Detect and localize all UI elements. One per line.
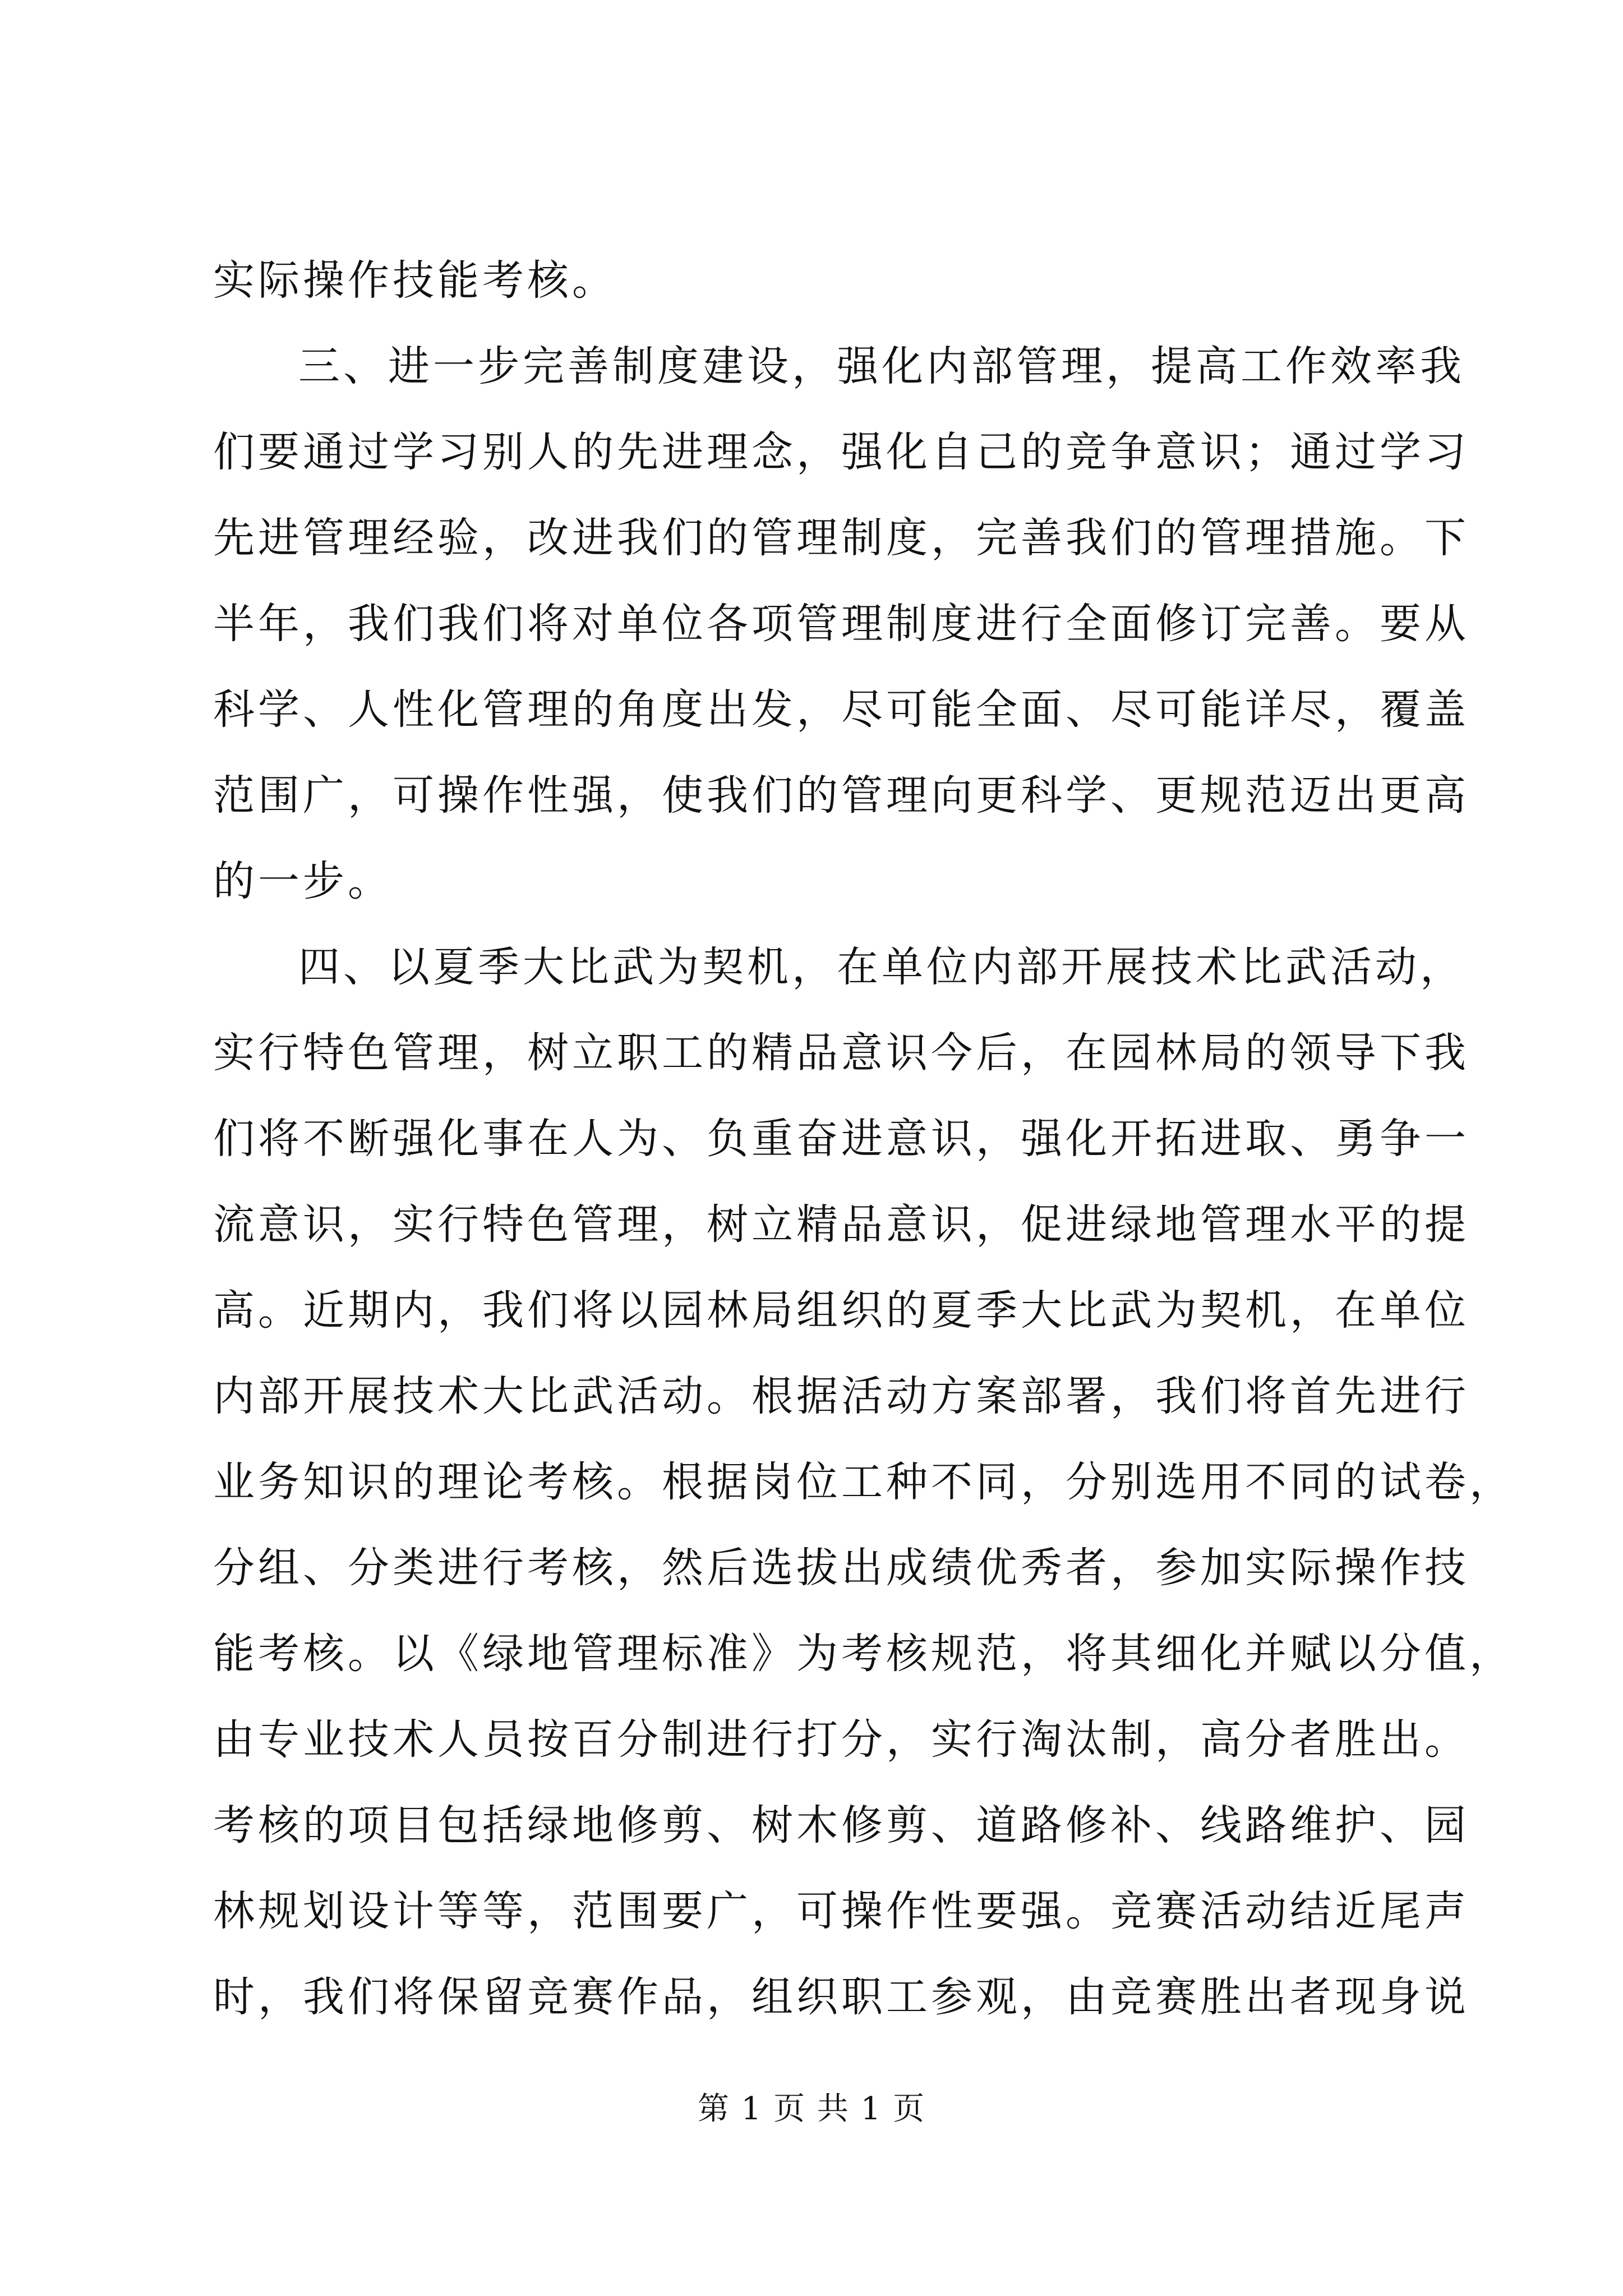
text-line: 高。近期内，我们将以园林局组织的夏季大比武为契机，在单位 [213,1286,1469,1335]
text-line: 由专业技术人员按百分制进行打分，实行淘汰制，高分者胜出。 [213,1715,1469,1764]
text-line: 能考核。以《绿地管理标准》为考核规范，将其细化并赋以分值， [213,1630,1514,1678]
text-line: 分组、分类进行考核，然后选拔出成绩优秀者，参加实际操作技 [213,1544,1469,1592]
text-line: 们将不断强化事在人为、负重奋进意识，强化开拓进取、勇争一 [213,1115,1469,1163]
text-line: 实际操作技能考核。 [213,256,617,305]
text-line: 内部开展技术大比武活动。根据活动方案部署，我们将首先进行 [213,1372,1469,1420]
page-footer: 第 1 页 共 1 页 [697,2091,926,2127]
text-line: 先进管理经验，改进我们的管理制度，完善我们的管理措施。下 [213,514,1469,562]
text-line: 半年，我们我们将对单位各项管理制度进行全面修订完善。要从 [213,600,1469,648]
text-line: 们要通过学习别人的先进理念，强化自己的竞争意识；通过学习 [213,428,1469,476]
text-line: 科学、人性化管理的角度出发，尽可能全面、尽可能详尽，覆盖 [213,685,1469,734]
text-line: 实行特色管理，树立职工的精品意识今后，在园林局的领导下我 [213,1029,1469,1077]
text-line: 时，我们将保留竞赛作品，组织职工参观，由竞赛胜出者现身说 [213,1973,1469,2021]
text-line: 的一步。 [213,857,393,905]
paragraph-heading-four: 四、以夏季大比武为契机，在单位内部开展技术比武活动， [298,943,1465,991]
paragraph-heading-three: 三、进一步完善制度建设，强化内部管理，提高工作效率我 [298,342,1465,390]
text-line: 林规划设计等等，范围要广，可操作性要强。竞赛活动结近尾声 [213,1887,1469,1935]
text-line: 考核的项目包括绿地修剪、树木修剪、道路修补、线路维护、园 [213,1801,1469,1849]
text-line: 流意识，实行特色管理，树立精品意识，促进绿地管理水平的提 [213,1200,1469,1249]
text-line: 业务知识的理论考核。根据岗位工种不同，分别选用不同的试卷， [213,1458,1514,1506]
text-line: 范围广，可操作性强，使我们的管理向更科学、更规范迈出更高 [213,771,1469,820]
